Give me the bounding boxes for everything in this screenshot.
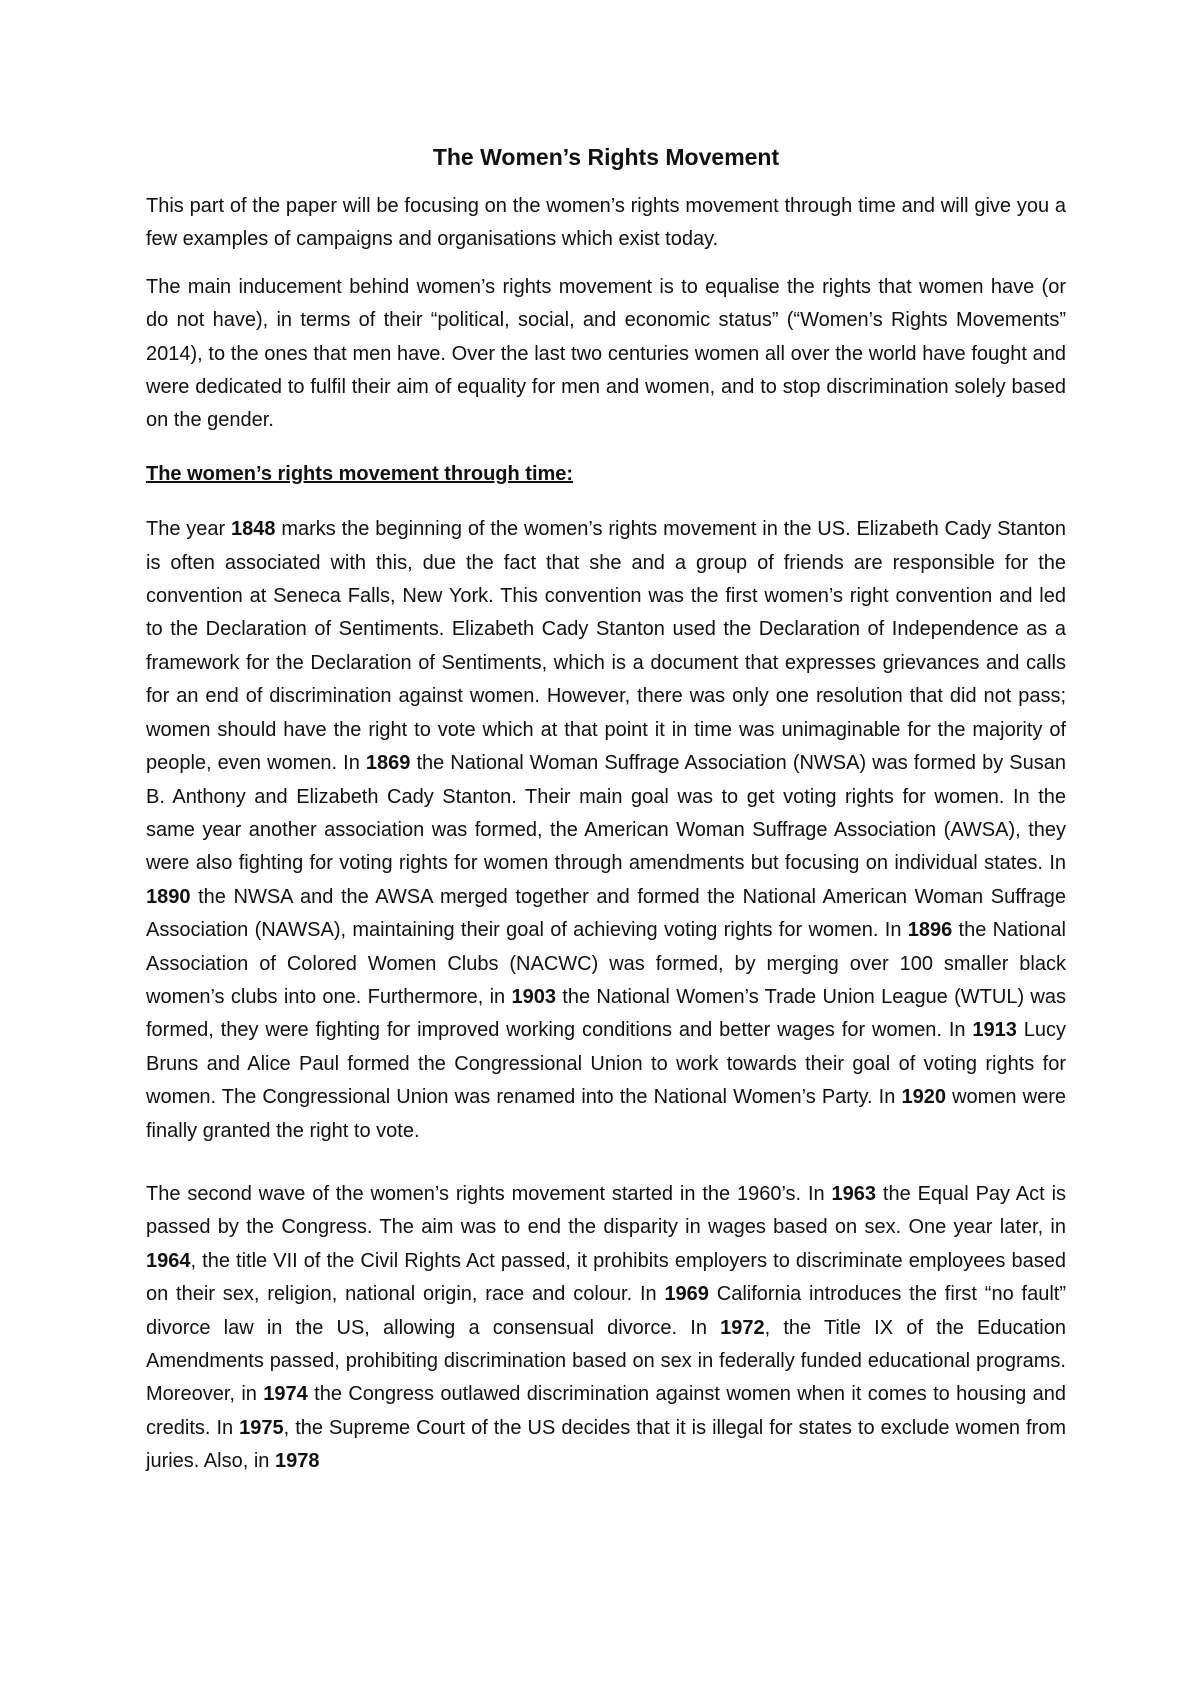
year-highlight: 1920 — [901, 1086, 946, 1109]
text-run: , the Supreme Court of the US decides that it is illegal for states to exclude women from juries. Also, in — [146, 1416, 1066, 1473]
text-run: the NWSA and the AWSA merged together and formed the National American Woman Suffrage Association (NAWSA), maintaining their goal of achieving voting rights for women. In — [146, 885, 1066, 942]
text-run: the Equal Pay Act is passed by the Congress. The aim was to end the disparity in wages based on sex. One year later, in — [146, 1182, 1067, 1239]
intro-paragraph: This part of the paper will be focusing on the women’s rights movement through time and will give you a few examples of campaigns and organisations which exist today. — [146, 195, 1066, 251]
year-highlight: 1903 — [511, 985, 556, 1008]
text-run: , the title VII of the Civil Rights Act passed, it prohibits employers to discriminate employees based on their sex, religion, national origin, race and colour. In — [146, 1249, 1066, 1306]
year-highlight: 1974 — [263, 1383, 308, 1406]
text-run: Lucy Bruns and Alice Paul formed the Congressional Union to work towards their goal of voting rights for women. The Congressional Union was renamed into the National Women’s Party. In — [146, 1019, 1066, 1109]
year-highlight: 1978 — [274, 1450, 320, 1473]
text-run: The second wave of the women’s rights movement started in the 1960’s. In — [146, 1182, 832, 1205]
year-highlight: 1975 — [239, 1416, 284, 1439]
year-highlight: 1963 — [831, 1182, 877, 1205]
year-highlight: 1890 — [146, 885, 191, 908]
text-run: The year — [146, 518, 232, 541]
text-run: California introduces the first “no fault” divorce law in the US, allowing a consensual divorce. In — [146, 1283, 1066, 1339]
document-page — [146, 140, 1066, 1493]
year-highlight: 1869 — [365, 752, 411, 775]
section-subheading: The women’s rights movement through time: — [146, 462, 574, 485]
year-highlight: 1969 — [664, 1283, 709, 1306]
text-run: women were finally granted the right to vote. — [146, 1086, 1066, 1142]
text-run: the Congress outlawed discrimination against women when it comes to housing and credits. In — [146, 1383, 1066, 1439]
text-run: , the Title IX of the Education Amendments passed, prohibiting discrimination based on sex in federally funded educational programs. Moreover, in — [146, 1316, 1066, 1406]
year-highlight: 1913 — [972, 1019, 1017, 1042]
inducement-paragraph: The main inducement behind women’s rights movement is to equalise the rights that women have (or do not have), in terms of their “political, social, and economic status” (“Women’s Rights Movements” 2014), to the ones that men have. Over the last two centuries women all over the world have fought and were dedicated to fulfil their aim of equality for men and women, and to stop discrimination solely based on the gender. — [146, 275, 1066, 432]
text-run: the National Woman Suffrage Association (NWSA) was formed by Susan B. Anthony and Elizabeth Cady Stanton. Their main goal was to get voting rights for women. In the same year another association was formed, the American Woman Suffrage Association (AWSA), they were also fighting for voting rights for women through amendments but focusing on individual states. In — [146, 752, 1066, 875]
text-run: marks the beginning of the women’s rights movement in the US. Elizabeth Cady Stanton is often associated with this, due the fact that she and a group of friends are responsible for the convention at Seneca Falls, New York. This convention was the first women’s right convention and led to the Declaration of Sentiments. Elizabeth Cady Stanton used the Declaration of Independence as a framework for the Declaration of Sentiments, which is a document that expresses grievances and calls for an end of discrimination against women. However, there was only one resolution that did not pass; women should have the right to vote which at that point it in time was unimaginable for the majority of people, even women. In — [146, 518, 1067, 775]
year-highlight: 1848 — [231, 518, 276, 541]
document-title: The Women’s Rights Movement — [432, 144, 780, 170]
first-wave-paragraph — [146, 513, 1066, 1148]
year-highlight: 1972 — [720, 1316, 765, 1339]
text-run: the National Association of Colored Women Clubs (NACWC) was formed, by merging over 100 smaller black women’s clubs into one. Furthermore, in — [146, 919, 1066, 1008]
text-run: the National Women’s Trade Union League (WTUL) was formed, they were fighting for improved working conditions and better wages for women. In — [146, 985, 1066, 1042]
second-wave-paragraph — [146, 1178, 1066, 1479]
year-highlight: 1896 — [907, 919, 953, 942]
year-highlight: 1964 — [146, 1249, 191, 1272]
